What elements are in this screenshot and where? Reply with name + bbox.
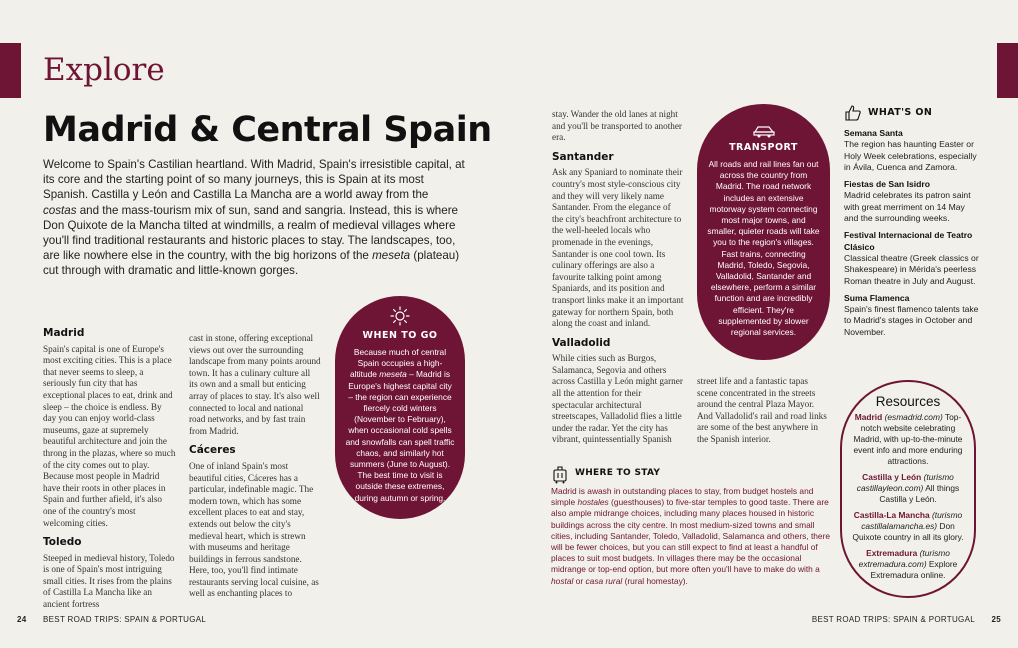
event-text: Classical theatre (Greek classics or Shakespeare) in Mérida's peerless Roman theatre in July and August. (844, 252, 979, 286)
whats-on-title: WHAT'S ON (868, 107, 933, 119)
car-icon (752, 122, 776, 138)
resource-item: Castilla-La Mancha (turismo castillalamancha.es) Don Quixote country in all its glory. (852, 510, 964, 542)
luggage-icon (551, 464, 569, 484)
caceres-text-continued: stay. Wander the old lanes at night and you'll be transported to another era. (552, 109, 682, 143)
transport-title: TRANSPORT (729, 142, 798, 153)
column-1 (43, 322, 176, 611)
thumbs-up-icon (844, 104, 862, 122)
sun-icon (390, 306, 410, 326)
resource-item: Madrid (esmadrid.com) Top-notch website celebrating Madrid, with up-to-the-minute event info and more enduring attractions. (853, 412, 963, 466)
where-to-stay-text: Madrid is awash in outstanding places to stay, from budget hostels and simple hostales (guesthouses) to five-star temples to good taste. There are also ample midrange choices, including many places housed in historic buildings across the city centre. In most medium-sized towns and small cities, including Santander, Toledo, Valladolid, Salamanca and others, there will be fewer choices, but you can still expect to find at least a handful of places to suit most budgets. In villages there may be the occasional midrange or top-end option, but more often you'll have to make do with a hostal or casa rural (rural homestay). (551, 486, 831, 586)
when-to-go-box (335, 296, 465, 519)
column-4 (697, 376, 829, 446)
resource-item: Extremadura (turismo extremadura.com) Explore Extremadura online. (858, 548, 958, 580)
caceres-text: One of inland Spain's most beautiful cities, Cáceres has a particular, indefinable magic. The modern town, which has some excellent places to eat and stay, extends out below the city's medieval heart, which is strewn with museums and heritage buildings in ferrous sandstone. Here, too, you'll find intimate restaurants serving local cuisine, as well as enchanting places to (189, 460, 319, 599)
column-2 (189, 333, 321, 600)
santander-heading: Santander (552, 150, 614, 163)
page-title: Madrid & Central Spain (43, 110, 492, 150)
transport-text: All roads and rail lines fan out across the country from Madrid. The road network includes an extensive motorway system connecting most major towns, and smaller, quieter roads will take you to the region's villages. Fast trains, connecting Madrid, Toledo, Segovia, Valladolid, Santander and elsewhere, perform a similar function and are incredibly efficient. They're supplemented by slower regional services. (707, 159, 820, 338)
resources-box (840, 380, 976, 598)
transport-box (697, 104, 830, 360)
when-to-go-title: WHEN TO GO (362, 330, 438, 341)
page-number-right: 25 (991, 615, 1001, 624)
event-name: Fiestas de San Isidro (844, 179, 930, 190)
footer-right (812, 615, 1001, 624)
resource-item: Castilla y León (turismo castillayleon.com) All things Castilla y León. (856, 472, 960, 504)
toledo-text-continued: cast in stone, offering exceptional views out over the surrounding landscape from many points around town. It has a culinary culture all its own and a small but enticing array of places to stay. It's also well connected to local and national road networks, and by fast train from Madrid. (189, 333, 321, 436)
intro-paragraph: Welcome to Spain's Castilian heartland. With Madrid, Spain's irresistible capital, at its core and the starting point of so many journeys, this is Spain at its most Spanish. Castilla y León and Castilla La Mancha are a world away from the costas and the mass-tourism mix of sun, sand and sangria. Instead, this is where Don Quixote de la Mancha tilted at windmills, a realm of medieval villages where you'll find traditional restaurants and historic places to stay. The landscapes, too, are like nowhere else in the country, with the big horizons of the meseta (plateau) cut through with dramatic and little-known gorges. (43, 158, 465, 278)
caceres-heading: Cáceres (189, 444, 236, 457)
right-section-tab (997, 43, 1018, 98)
event-name: Festival Internacional de Teatro Clásico (844, 230, 973, 252)
event-name: Semana Santa (844, 128, 903, 138)
page-number-left: 24 (17, 615, 27, 624)
toledo-text: Steeped in medieval history, Toledo is one of Spain's most intriguing small cities. It rises from the plains of Castilla La Mancha like an ancient fortress (43, 552, 175, 610)
when-to-go-text: Because much of central Spain occupies a high-altitude meseta – Madrid is Europe's highest capital city – the region can experience fiercely cold winters (November to February), when occasional cold spells and snowfalls can spell traffic chaos, and similarly hot summers (June to August). The best time to visit is outside these extremes, during autumn or spring. (345, 347, 455, 503)
valladolid-text: While cities such as Burgos, Salamanca, Segovia and others across Castilla y León might garner all the attention for their spectacular architectural streetscapes, Valladolid flies a little under the radar. Yet the city has vibrant, quintessentially Spanish (552, 353, 683, 445)
valladolid-heading: Valladolid (552, 336, 611, 349)
column-3 (552, 109, 684, 446)
resources-title: Resources (875, 394, 941, 409)
event-text: Madrid celebrates its patron saint with great merriment on 14 May and the surrounding weeks. (844, 190, 971, 224)
event-text: Spain's finest flamenco talents take to Madrid's stages in October and November. (844, 304, 979, 337)
toledo-heading: Toledo (43, 536, 82, 549)
whats-on-box (844, 104, 979, 338)
madrid-heading: Madrid (43, 327, 85, 339)
madrid-text: Spain's capital is one of Europe's most exciting cities. This is a place that never seems to sleep, a seriously fun city that has exceptional places to eat, drink and sleep – the choice is endless. By day you can enjoy world-class museums, gaze at supremely beautiful architecture and join the throng in the plazas, where so much of the city comes out to play. Because most people in Madrid have their roots in other places in Spain and further afield, it's also one of the country's most welcoming cities. (43, 343, 176, 528)
where-to-stay-box (551, 464, 831, 587)
event-name: Suma Flamenca (844, 292, 910, 303)
santander-text: Ask any Spaniard to nominate their country's most style-conscious city and they will very likely name Santander. From the elegance of the city's beachfront architecture to the well-heeled locals who promenade in the evenings, Santander is one cool town. Its culinary offerings are also a favourite talking point among Spaniards, and its position and transport links make it an important gateway for northern Spain, both along the coast and inland. (552, 167, 684, 329)
left-section-tab (0, 43, 21, 98)
footer-left-text: BEST ROAD TRIPS: SPAIN & PORTUGAL (43, 615, 207, 624)
event-text: The region has haunting Easter or Holy Week celebrations, especially in Ávila, Cuenca and Zamora. (844, 139, 977, 172)
section-label: Explore (43, 52, 165, 88)
footer-left (17, 615, 206, 624)
where-to-stay-title: WHERE TO STAY (575, 468, 661, 479)
footer-right-text: BEST ROAD TRIPS: SPAIN & PORTUGAL (811, 615, 975, 624)
valladolid-text-continued: street life and a fantastic tapas scene concentrated in the streets around the central Plaza Mayor. And Valladolid's rail and road links are some of the best anywhere in the Spanish interior. (697, 376, 827, 444)
